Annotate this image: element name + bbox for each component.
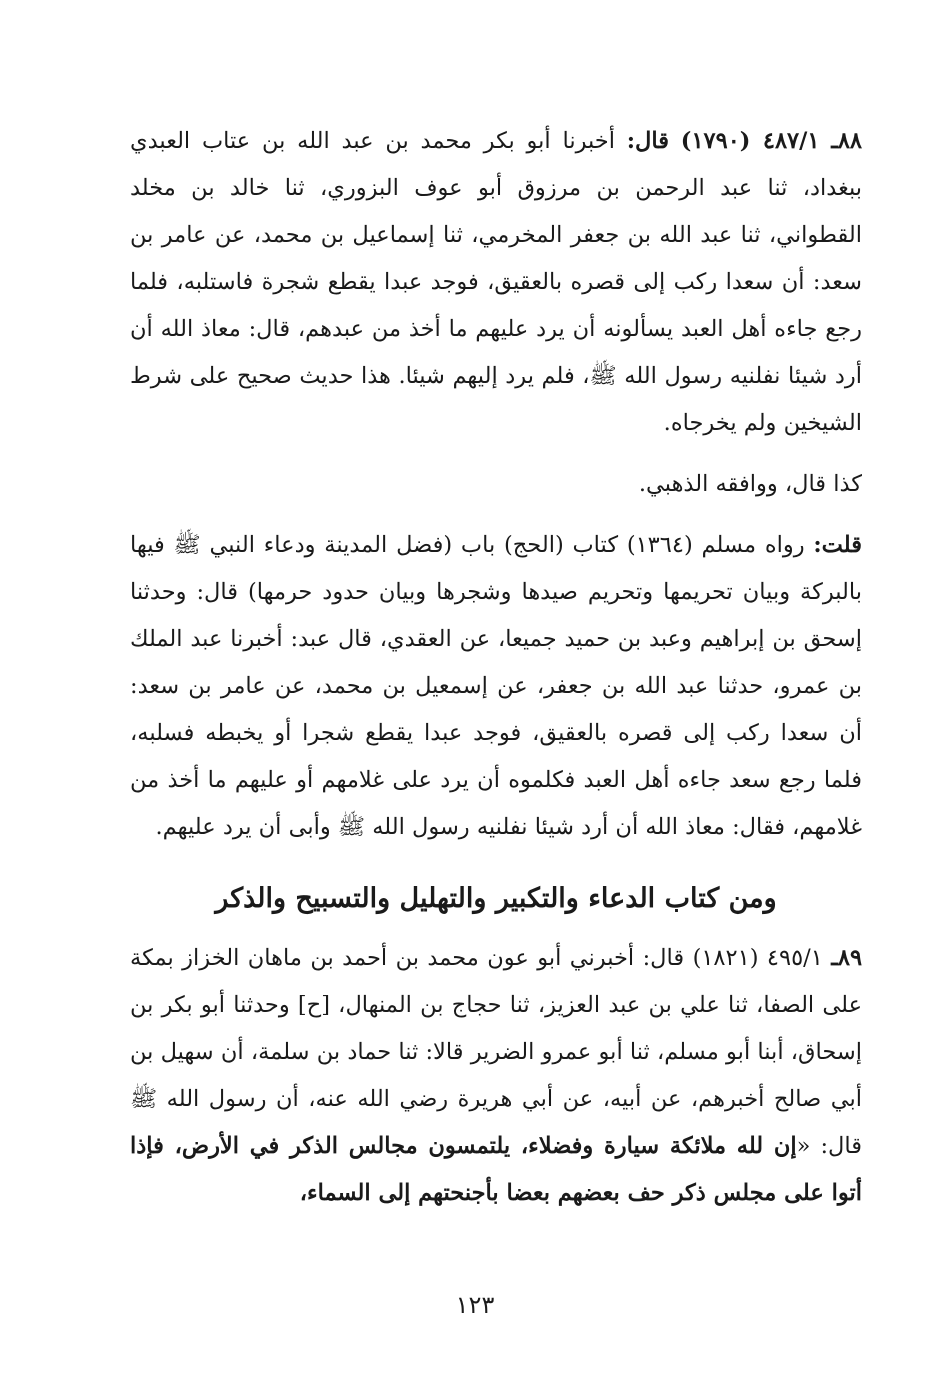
hadith-quote: إن لله ملائكة سيارة وفضلاء، يلتمسون مجالس الذكر في الأرض، فإذا أتوا على مجلس ذكر حف بعضهم بعضا بأجنحتهم إلى السماء، <box>130 1133 862 1206</box>
note-lead: قلت: <box>813 532 862 558</box>
page-body <box>130 118 862 1217</box>
entry-reference: ٤٨٧/١ (١٧٩٠) <box>680 128 820 154</box>
entry-reference: ٤٩٥/١ (١٨٢١) <box>692 945 823 971</box>
entry-number: ٨٩ـ <box>831 945 863 971</box>
author-note <box>130 522 862 851</box>
entry-text: قال: أخبرني أبو عون محمد بن أحمد بن ماهان الخزاز بمكة على الصفا، ثنا علي بن عبد العزيز، ثنا حجاج بن المنهال، [ح] وحدثنا أبو بكر بن إسحاق، أبنا أبو مسلم، ثنا أبو عمرو الضرير قالا: ثنا حماد بن سلمة، أن سهيل بن أبي صالح أخبرهم، عن أبيه، عن أبي هريرة رضي الله عنه، أن رسول الله ﷺ قال: « <box>130 945 862 1159</box>
hadith-entry-88 <box>130 118 862 447</box>
entry-number: ٨٨ـ <box>831 128 862 154</box>
hadith-entry-89 <box>130 935 862 1217</box>
note-text: رواه مسلم (١٣٦٤) كتاب (الحج) باب (فضل المدينة ودعاء النبي ﷺ فيها بالبركة وبيان تحريمها وتحريم صيدها وشجرها وبيان حدود حرمها) قال: وحدثنا إسحق بن إبراهيم وعبد بن حميد جميعا، عن العقدي، قال عبد: أخبرنا عبد الملك بن عمرو، حدثنا عبد الله بن جعفر، عن إسمعيل بن محمد، عن عامر بن سعد: أن سعدا ركب إلى قصره بالعقيق، فوجد عبدا يقطع شجرا أو يخبطه فسلبه، فلما رجع سعد جاءه أهل العبد فكلموه أن يرد على غلامهم أو عليهم ما أخذ من غلامهم، فقال: معاذ الله أن أرد شيئا نفلنيه رسول الله ﷺ وأبى أن يرد عليهم. <box>130 532 862 840</box>
page-number: ١٢٣ <box>455 1291 495 1319</box>
entry-said: قال: <box>626 128 669 154</box>
entry-text: أخبرنا أبو بكر محمد بن عبد الله بن عتاب العبدي ببغداد، ثنا عبد الرحمن بن مرزوق أبو عوف البزوري، ثنا خالد بن مخلد القطواني، ثنا عبد الله بن جعفر المخرمي، ثنا إسماعيل بن محمد، عن عامر بن سعد: أن سعدا ركب إلى قصره بالعقيق، فوجد عبدا يقطع شجرة فاستلبه، فلما رجع جاءه أهل العبد يسألونه أن يرد عليهم ما أخذ من عبدهم، قال: معاذ الله أن أرد شيئا نفلنيه رسول الله ﷺ، فلم يرد إليهم شيئا. هذا حديث صحيح على شرط الشيخين ولم يخرجاه. <box>130 128 862 436</box>
agreement-note: كذا قال، ووافقه الذهبي. <box>638 471 862 497</box>
section-heading: ومن كتاب الدعاء والتكبير والتهليل والتسبيح والذكر <box>215 883 777 914</box>
